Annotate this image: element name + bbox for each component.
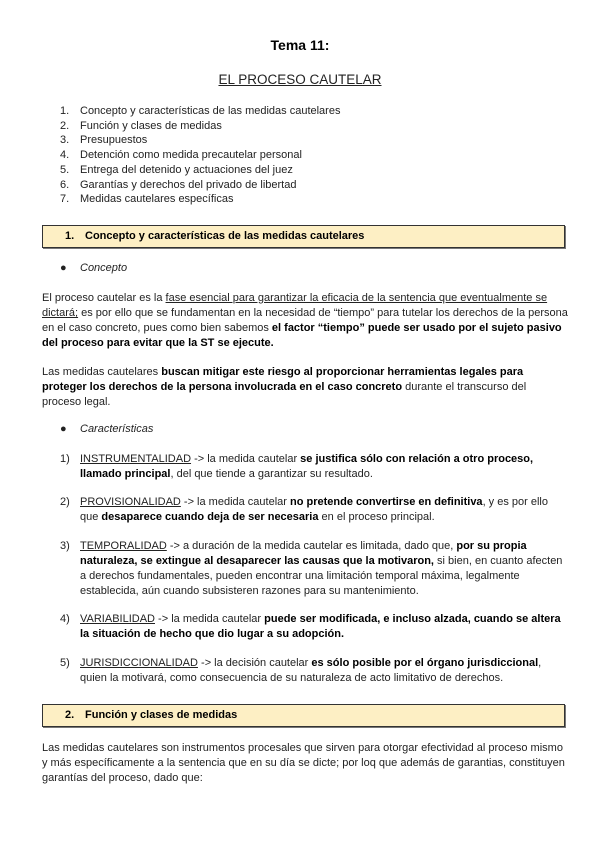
item-text: [80, 539, 568, 599]
toc-item: [60, 104, 340, 119]
item-text: [80, 452, 568, 482]
paragraph: [42, 291, 568, 351]
section-title: Función y clases de medidas: [85, 709, 238, 721]
section-number: 2.: [65, 709, 75, 721]
toc-label: Función y clases de medidas: [80, 119, 222, 132]
bold-text: es sólo posible por el órgano jurisdiccional: [311, 657, 539, 669]
toc-item: [60, 192, 340, 207]
item-text: [80, 495, 568, 525]
toc-item: [60, 163, 340, 178]
page-title: Tema 11:: [270, 37, 330, 53]
paragraph: [42, 365, 568, 410]
section-title: Concepto y características de las medidas cautelares: [85, 230, 365, 242]
toc-number: 7.: [60, 193, 70, 206]
text-run: El proceso cautelar es la: [42, 292, 166, 304]
list-item: [60, 452, 568, 482]
text-run: -> a duración de la medida cautelar es limitada, dado que,: [166, 540, 457, 552]
list-item: [60, 656, 568, 686]
toc-item: [60, 148, 340, 163]
underlined-text: fase esencial para garantizar la eficacia de la sentencia que eventualmente se dictará;: [42, 292, 548, 319]
underlined-text: VARIABILIDAD: [80, 613, 155, 625]
bold-text: se justifica sólo con relación a otro proceso, llamado principal: [80, 453, 534, 480]
toc-label: Presupuestos: [80, 134, 148, 147]
text-run: -> la medida cautelar: [191, 453, 301, 465]
item-text: [80, 656, 568, 686]
item-number: 3): [60, 540, 70, 552]
toc-item: [60, 178, 340, 193]
toc-label: Medidas cautelares específicas: [80, 193, 234, 206]
toc-item: [60, 133, 340, 148]
text-run: Las medidas cautelares: [42, 366, 162, 378]
list-item: [60, 539, 568, 599]
section-heading-1: [42, 225, 565, 248]
bold-text: por su propia naturaleza, se extingue al desaparecer las causas que la motivaron,: [80, 540, 527, 567]
toc-label: Entrega del detenido y actuaciones del juez: [80, 163, 293, 176]
item-number: 1): [60, 453, 70, 465]
text-run: -> la decisión cautelar: [197, 657, 312, 669]
bullet-icon: ●: [60, 262, 67, 274]
toc-label: Detención como medida precautelar personal: [80, 149, 302, 162]
item-number: 5): [60, 657, 70, 669]
text-run: , del que tiende a garantizar su resultado.: [170, 468, 373, 480]
text-run: -> la medida cautelar: [180, 496, 290, 508]
toc-number: 5.: [60, 163, 70, 176]
text-run: en el proceso principal.: [318, 511, 435, 523]
text-run: , quien la motivará, como consecuencia de su naturaleza de acto limitativo de derechos.: [80, 657, 542, 684]
item-number: 4): [60, 613, 70, 625]
underlined-text: PROVISIONALIDAD: [80, 496, 181, 508]
text-run: durante el transcurso del proceso legal.: [42, 381, 527, 408]
bullet-concepto: [60, 262, 127, 274]
bullet-label: Concepto: [80, 262, 128, 274]
text-run: , y es por ello que: [80, 496, 548, 523]
paragraph: [42, 741, 568, 786]
bold-text: no pretende convertirse en definitiva: [290, 496, 483, 508]
document-subtitle: EL PROCESO CAUTELAR: [218, 72, 382, 87]
bold-text: puede ser modificada, e incluso alzada, cuando se altera la situación de hecho que dio lugar a su adopción.: [80, 613, 561, 640]
item-number: 2): [60, 496, 70, 508]
underlined-text: JURISDICCIONALIDAD: [80, 657, 198, 669]
bold-text: el factor “tiempo” puede ser usado por el sujeto pasivo del proceso para evitar que la ST se ejecute.: [42, 322, 562, 349]
text-run: es por ello que se fundamentan en la necesidad de “tiempo” para tutelar los derechos de la persona en el caso concreto, pues como bien sabemos: [42, 307, 568, 334]
underlined-text: TEMPORALIDAD: [80, 540, 167, 552]
section-number: 1.: [65, 230, 75, 242]
toc-number: 6.: [60, 178, 70, 191]
bullet-label: Características: [80, 423, 154, 435]
section-heading-2: [42, 704, 565, 727]
toc-label: Concepto y características de las medidas cautelares: [80, 105, 341, 117]
toc-label: Garantías y derechos del privado de libertad: [80, 178, 297, 191]
text-run: -> la medida cautelar: [155, 613, 265, 625]
list-item: [60, 495, 568, 525]
text-run: Las medidas cautelares son instrumentos procesales que sirven para otorgar efectividad al proceso mismo y más específicamente a la sentencia que en su día se dicte; por loq que además de garantias, constituyen garantías del proceso, dado que:: [42, 742, 565, 784]
toc-number: 4.: [60, 149, 70, 162]
bullet-caracteristicas: [60, 423, 153, 435]
toc-number: 2.: [60, 119, 70, 132]
item-text: [80, 612, 568, 642]
toc-number: 3.: [60, 134, 70, 147]
table-of-contents: [60, 104, 340, 207]
bold-text: buscan mitigar este riesgo al proporcionar herramientas legales para proteger los derechos de la persona involucrada en el caso concreto: [42, 366, 524, 393]
bold-text: desaparece cuando deja de ser necesaria: [101, 511, 319, 523]
toc-number: 1.: [60, 105, 70, 117]
text-run: si bien, en cuanto afecten a derechos fundamentales, pueden encontrar una limitación temporal máxima, legalmente establecida, aún cuando subsisteren razones para su mantenimiento.: [80, 555, 563, 597]
toc-item: [60, 119, 340, 134]
bullet-icon: ●: [60, 423, 67, 435]
underlined-text: INSTRUMENTALIDAD: [80, 453, 192, 465]
list-item: [60, 612, 568, 642]
